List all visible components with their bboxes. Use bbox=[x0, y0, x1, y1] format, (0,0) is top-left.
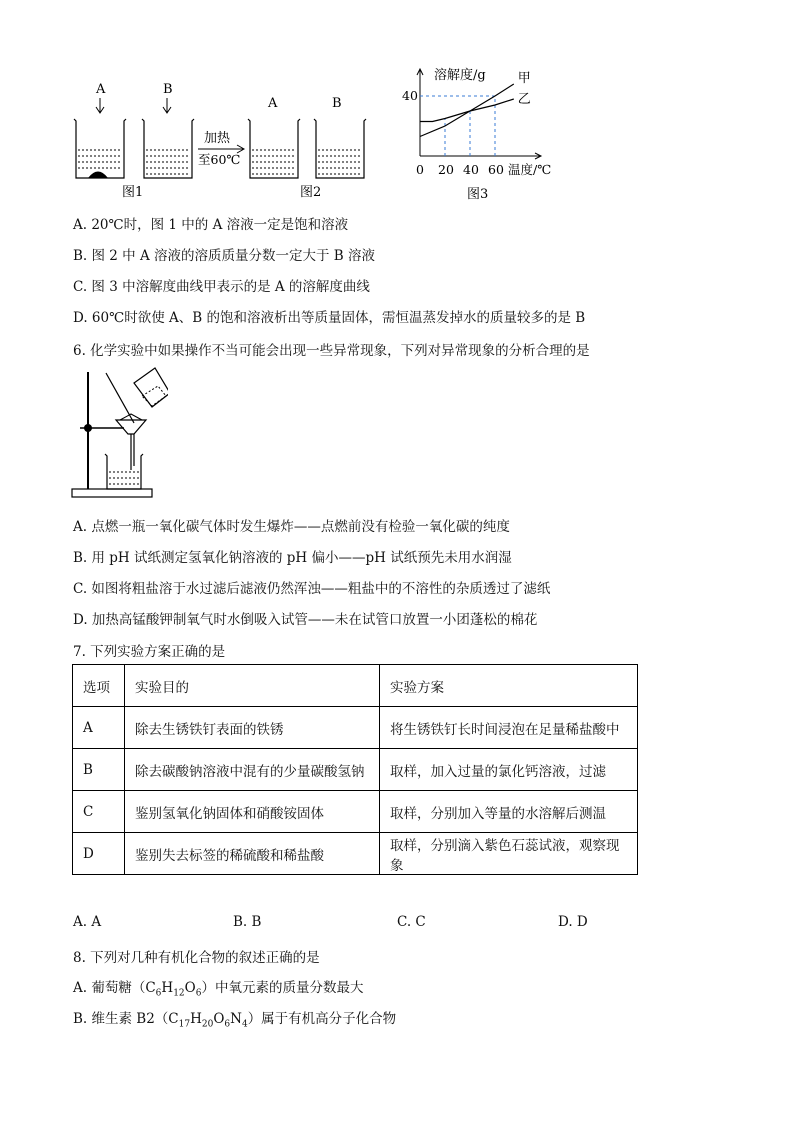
y-axis-label: 溶解度/g bbox=[434, 68, 486, 83]
solid-precipitate bbox=[88, 172, 108, 179]
table-header-row bbox=[73, 665, 638, 707]
row-purpose: 鉴别氢氧化钠固体和硝酸铵固体 bbox=[125, 791, 380, 833]
fig2-beaker-b bbox=[314, 96, 366, 178]
q6-option-a: A. 点燃一瓶一氧化碳气体时发生爆炸——点燃前没有检验一氧化碳的纯度 bbox=[73, 519, 510, 535]
row-purpose: 鉴别失去标签的稀硫酸和稀盐酸 bbox=[125, 833, 380, 875]
q7-experiment-table bbox=[72, 664, 638, 875]
row-option: B bbox=[73, 749, 125, 791]
beaker-figures bbox=[60, 78, 400, 200]
heat-arrow bbox=[198, 130, 244, 167]
series-label: 乙 bbox=[517, 92, 531, 107]
q8-option-a: A. 葡萄糖$(C_6H_{12}O_6)$中氧元素的质量分数最大 bbox=[73, 980, 364, 999]
fig1-caption: 图1 bbox=[122, 185, 144, 200]
table-row bbox=[73, 833, 638, 875]
x-tick-label: 20 bbox=[438, 162, 454, 177]
row-plan: 取样，分别加入等量的水溶解后测温 bbox=[380, 791, 638, 833]
q7-answer-b: B. B bbox=[233, 914, 262, 930]
row-plan: 将生锈铁钉长时间浸泡在足量稀盐酸中 bbox=[380, 707, 638, 749]
series-line-2 bbox=[420, 99, 514, 122]
row-plan: 取样，分别滴入紫色石蕊试液，观察现象 bbox=[380, 833, 638, 875]
row-option: A bbox=[73, 707, 125, 749]
row-option: C bbox=[73, 791, 125, 833]
temp-label: 至60℃ bbox=[198, 152, 241, 167]
fig1-beaker-a bbox=[74, 82, 126, 178]
q5-option-a: A. 20℃时，图 1 中的 A 溶液一定是饱和溶液 bbox=[73, 217, 349, 233]
x-tick-label: 0 bbox=[416, 162, 424, 177]
header-purpose: 实验目的 bbox=[125, 665, 380, 707]
q7-stem: 7. 下列实验方案正确的是 bbox=[73, 644, 226, 660]
fig2-caption: 图2 bbox=[300, 185, 322, 200]
glass-rod bbox=[106, 373, 134, 423]
fig2-label-a: A bbox=[268, 96, 278, 111]
row-purpose: 除去生锈铁钉表面的铁锈 bbox=[125, 707, 380, 749]
q8-option-b: B. 维生素 $B2(C_{17}H_{20}O_6N_4)$属于有机高分子化合物 bbox=[73, 1011, 397, 1030]
q6-option-c: C. 如图将粗盐溶于水过滤后滤液仍然浑浊——粗盐中的不溶性的杂质透过了滤纸 bbox=[73, 581, 551, 597]
q5-option-b: B. 图 2 中 A 溶液的溶质质量分数一定大于 B 溶液 bbox=[73, 248, 376, 264]
q8-stem: 8. 下列对几种有机化合物的叙述正确的是 bbox=[73, 950, 320, 966]
x-tick-label: 60 bbox=[488, 162, 504, 177]
row-option: D bbox=[73, 833, 125, 875]
q7-answer-a: A. A bbox=[73, 914, 102, 930]
series-line-1 bbox=[420, 84, 514, 137]
x-axis-label: 温度/℃ bbox=[508, 162, 552, 177]
header-option: 选项 bbox=[73, 665, 125, 707]
receiving-beaker bbox=[105, 454, 143, 489]
q6-option-d: D. 加热高锰酸钾制氧气时水倒吸入试管——未在试管口放置一小团蓬松的棉花 bbox=[73, 612, 538, 628]
row-purpose: 除去碳酸钠溶液中混有的少量碳酸氢钠 bbox=[125, 749, 380, 791]
q6-stem: 6. 化学实验中如果操作不当可能会出现一些异常现象，下列对异常现象的分析合理的是 bbox=[73, 343, 590, 359]
y-tick-label: 40 bbox=[402, 88, 418, 103]
table-row bbox=[73, 707, 638, 749]
heat-label: 加热 bbox=[204, 131, 231, 146]
q7-answer-d: D. D bbox=[558, 914, 588, 930]
fig1-label-a: A bbox=[96, 82, 106, 97]
header-plan: 实验方案 bbox=[380, 665, 638, 707]
pouring-beaker bbox=[134, 368, 168, 407]
table-row bbox=[73, 749, 638, 791]
solubility-chart bbox=[395, 58, 565, 204]
table-row bbox=[73, 791, 638, 833]
x-tick-label: 40 bbox=[463, 162, 479, 177]
series-label: 甲 bbox=[517, 71, 531, 86]
q7-answer-c: C. C bbox=[397, 914, 426, 930]
fig1-beaker-b bbox=[142, 82, 194, 178]
q6-option-b: B. 用 pH 试纸测定氢氧化钠溶液的 pH 偏小——pH 试纸预先未用水润湿 bbox=[73, 550, 512, 566]
filtration-apparatus-figure bbox=[68, 365, 168, 503]
row-plan: 取样，加入过量的氯化钙溶液，过滤 bbox=[380, 749, 638, 791]
fig2-label-b: B bbox=[332, 96, 342, 111]
fig2-beaker-a bbox=[248, 96, 300, 178]
fig1-label-b: B bbox=[163, 82, 173, 97]
q5-option-c: C. 图 3 中溶解度曲线甲表示的是 A 的溶解度曲线 bbox=[73, 279, 370, 295]
q5-option-d: D. 60℃时欲使 A、B 的饱和溶液析出等质量固体，需恒温蒸发掉水的质量较多的是 B bbox=[73, 310, 586, 326]
fig3-caption: 图3 bbox=[467, 187, 489, 202]
